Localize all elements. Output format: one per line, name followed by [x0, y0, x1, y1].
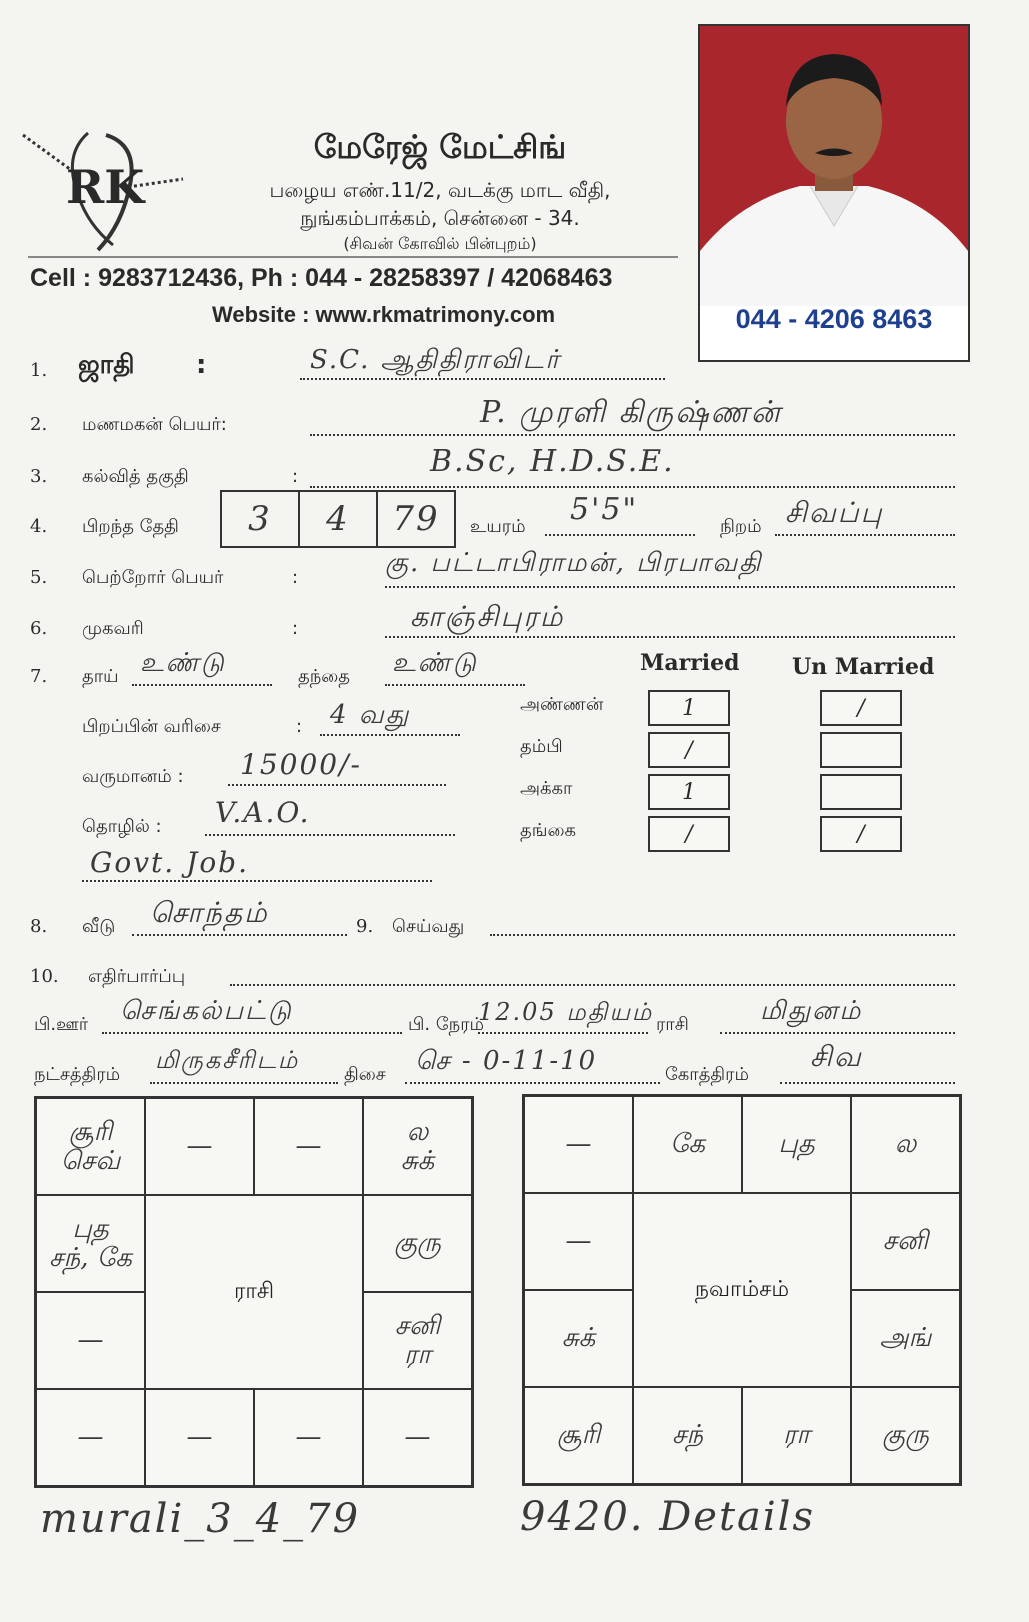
row-number-6: 6.: [30, 618, 48, 639]
native-place-value: செங்கல்பட்டு: [120, 996, 293, 1026]
complexion-value: சிவப்பு: [785, 496, 884, 529]
education-value: B.Sc, H.D.S.E.: [430, 444, 675, 479]
rasi-cell-10: —: [145, 1389, 254, 1486]
star-line: [150, 1082, 338, 1084]
rasi-cell-11: —: [254, 1389, 363, 1486]
house-line: [132, 934, 347, 936]
navamsam-chart-title: நவாம்சம்: [633, 1193, 851, 1387]
rasi-cell-9: —: [36, 1389, 145, 1486]
dob-year: 79: [392, 499, 440, 539]
rk-logo: [18, 125, 188, 255]
address-line-1: பழைய எண்.11/2, வடக்கு மாட வீதி,: [269, 178, 611, 202]
star-label: நட்சத்திரம்: [34, 1064, 121, 1085]
mother-value: உண்டு: [140, 648, 226, 678]
caste-label: ஜாதி: [78, 350, 135, 380]
navamsam-cell-11: ரா: [742, 1387, 851, 1484]
job-label: தொழில் :: [82, 816, 162, 837]
footer-filename: murali_3_4_79: [40, 1496, 361, 1542]
navamsam-chart: [522, 1094, 962, 1486]
unmarried-younger-brother: [820, 732, 902, 768]
gothram-line: [780, 1082, 955, 1084]
parents-line: [385, 586, 955, 588]
complexion-line: [775, 534, 955, 536]
expectation-line: [230, 984, 955, 986]
parents-label: பெற்றோர் பெயர்: [82, 567, 224, 588]
birth-order-line: [320, 734, 460, 736]
house-label: வீடு: [82, 916, 116, 937]
header-divider: [28, 256, 678, 258]
groom-line: [310, 434, 955, 436]
sibling-label-younger-sister: தங்கை: [520, 820, 577, 841]
row-number-1: 1.: [30, 360, 48, 381]
groom-value: P. முரளி கிருஷ்ணன்: [480, 395, 782, 430]
house-value: சொந்தம்: [150, 896, 269, 929]
gothram-value: சிவ: [810, 1040, 863, 1073]
birth-time-value: 12.05 மதியம்: [478, 998, 654, 1026]
job-value: V.A.O.: [215, 796, 311, 829]
dob-label: பிறந்த தேதி: [82, 516, 179, 537]
birth-order-colon: :: [296, 716, 303, 737]
navamsam-cell-4: ல: [851, 1096, 960, 1193]
rasi-label: ராசி: [656, 1014, 689, 1035]
expectation-label: எதிர்பார்ப்பு: [88, 966, 186, 987]
income-value: 15000/-: [240, 748, 362, 781]
star-value: மிருகசீரிடம்: [155, 1046, 300, 1074]
sibling-label-elder-brother: அண்ணன்: [520, 694, 604, 715]
photo-frame: [698, 24, 970, 362]
unmarried-header: Un Married: [792, 654, 935, 680]
navamsam-cell-6: சனி: [851, 1193, 960, 1290]
income-line: [228, 784, 446, 786]
address-line-2: நுங்கம்பாக்கம், சென்னை - 34.: [300, 206, 580, 230]
rasi-value: மிதுனம்: [760, 996, 863, 1026]
rasi-chart-title: ராசி: [145, 1195, 363, 1389]
rasi-cell-6: குரு: [363, 1195, 472, 1292]
father-line: [385, 684, 525, 686]
row-number-10: 10.: [30, 966, 59, 987]
company-title: மேரேஜ் மேட்சிங்: [313, 128, 567, 166]
navamsam-cell-8: அங்: [851, 1290, 960, 1387]
dasa-value: செ - 0-11-10: [415, 1046, 598, 1076]
height-value: 5'5": [570, 492, 639, 527]
work-label: செய்வது: [392, 916, 465, 937]
rasi-cell-1: சூரி செவ்: [36, 1098, 145, 1195]
married-elder-sister: 1: [648, 774, 730, 810]
caste-value: S.C. ஆதிதிராவிடர்: [310, 345, 562, 375]
dob-month: 4: [300, 492, 378, 546]
dasa-label: திசை: [344, 1064, 386, 1085]
education-colon: :: [292, 466, 299, 487]
married-header: Married: [640, 650, 740, 676]
native-place-line: [102, 1032, 402, 1034]
height-label: உயரம்: [470, 516, 526, 537]
rasi-chart: [34, 1096, 474, 1488]
married-elder-brother: 1: [648, 690, 730, 726]
education-line: [310, 486, 955, 488]
parents-value: கு. பட்டாபிராமன், பிரபாவதி: [385, 548, 763, 578]
father-value: உண்டு: [392, 648, 478, 678]
dasa-line: [405, 1082, 660, 1084]
navamsam-cell-3: புத: [742, 1096, 851, 1193]
navamsam-cell-2: கே: [633, 1096, 742, 1193]
logo-letters: RK: [66, 160, 145, 214]
mother-line: [132, 684, 272, 686]
unmarried-elder-sister: [820, 774, 902, 810]
mother-label: தாய்: [82, 666, 119, 687]
navamsam-cell-7: சுக்: [524, 1290, 633, 1387]
address-value: காஞ்சிபுரம்: [410, 600, 565, 633]
birth-order-label: பிறப்பின் வரிசை: [82, 716, 221, 737]
father-label: தந்தை: [298, 666, 351, 687]
income-label: வருமானம் :: [82, 766, 184, 787]
unmarried-younger-sister: /: [820, 816, 902, 852]
rasi-cell-12: —: [363, 1389, 472, 1486]
work-line: [490, 934, 955, 936]
rasi-cell-3: —: [254, 1098, 363, 1195]
navamsam-cell-9: சூரி: [524, 1387, 633, 1484]
photo-phone: 044 - 4206 8463: [735, 304, 933, 334]
birth-order-value: 4 வது: [330, 700, 411, 730]
sibling-label-younger-brother: தம்பி: [520, 736, 563, 757]
row-number-9: 9.: [356, 916, 374, 937]
dob-boxes: [220, 490, 456, 548]
row-number-7: 7.: [30, 666, 48, 687]
rasi-line: [720, 1032, 955, 1034]
navamsam-cell-1: —: [524, 1096, 633, 1193]
sibling-label-elder-sister: அக்கா: [520, 778, 573, 799]
parents-colon: :: [292, 567, 299, 588]
row-number-5: 5.: [30, 567, 48, 588]
rasi-cell-2: —: [145, 1098, 254, 1195]
job-value-2: Govt. Job.: [90, 846, 250, 879]
row-number-2: 2.: [30, 414, 48, 435]
job-line-2: [82, 880, 432, 882]
address-line-3: (சிவன் கோவில் பின்புறம்): [343, 234, 537, 253]
caste-line: [300, 378, 665, 380]
groom-photo: [700, 26, 968, 306]
navamsam-cell-5: —: [524, 1193, 633, 1290]
married-younger-brother: /: [648, 732, 730, 768]
navamsam-cell-12: குரு: [851, 1387, 960, 1484]
website: Website : www.rkmatrimony.com: [212, 302, 556, 327]
dob-day: 3: [222, 492, 300, 546]
unmarried-elder-brother: /: [820, 690, 902, 726]
complexion-label: நிறம்: [720, 516, 762, 537]
native-place-label: பி.ஊர்: [34, 1014, 89, 1035]
row-number-4: 4.: [30, 516, 48, 537]
height-line: [545, 534, 695, 536]
rasi-cell-8: சனி ரா: [363, 1292, 472, 1389]
job-line: [205, 834, 455, 836]
married-younger-sister: /: [648, 816, 730, 852]
row-number-3: 3.: [30, 466, 48, 487]
navamsam-cell-10: சந்: [633, 1387, 742, 1484]
contact-numbers: Cell : 9283712436, Ph : 044 - 28258397 / 42068463: [30, 264, 613, 292]
footer-details: 9420. Details: [520, 1494, 816, 1540]
rasi-cell-7: —: [36, 1292, 145, 1389]
row-number-8: 8.: [30, 916, 48, 937]
caste-colon: :: [196, 350, 207, 380]
birth-time-line: [478, 1032, 648, 1034]
address-colon: :: [292, 618, 299, 639]
education-label: கல்வித் தகுதி: [82, 466, 189, 487]
rasi-cell-4: ல சுக்: [363, 1098, 472, 1195]
rasi-cell-5: புத சந், கே: [36, 1195, 145, 1292]
gothram-label: கோத்திரம்: [665, 1064, 749, 1085]
groom-label: மணமகன் பெயர்:: [82, 414, 227, 435]
birth-time-label: பி. நேரம்: [408, 1014, 484, 1035]
address-label: முகவரி: [82, 618, 144, 639]
